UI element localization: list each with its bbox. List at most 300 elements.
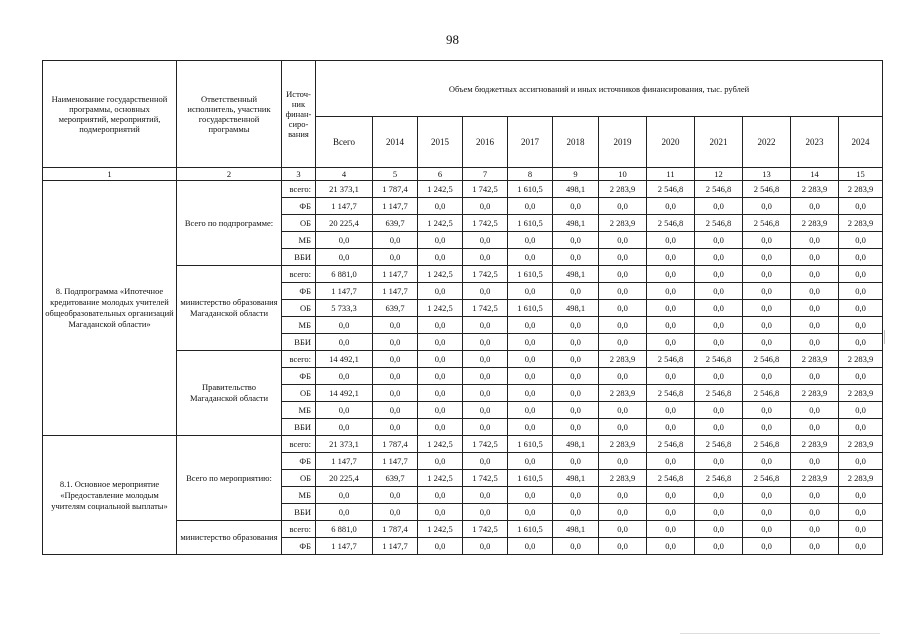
amount-year: 0,0 — [508, 385, 553, 402]
amount-year: 0,0 — [418, 283, 463, 300]
amount-year: 0,0 — [553, 487, 599, 504]
amount-year: 0,0 — [373, 368, 418, 385]
amount-year: 0,0 — [373, 419, 418, 436]
responsible-executor: Всего по мероприятию: — [177, 436, 282, 521]
amount-year: 2 546,8 — [647, 181, 695, 198]
amount-year: 1 242,5 — [418, 470, 463, 487]
header-year: 2015 — [418, 117, 463, 168]
amount-year: 0,0 — [647, 487, 695, 504]
amount-year: 0,0 — [463, 351, 508, 368]
amount-year: 1 242,5 — [418, 436, 463, 453]
amount-year: 0,0 — [839, 334, 883, 351]
amount-year: 2 546,8 — [647, 351, 695, 368]
amount-year: 0,0 — [463, 419, 508, 436]
scan-mark — [680, 633, 880, 634]
amount-year: 0,0 — [791, 538, 839, 555]
amount-year: 0,0 — [418, 504, 463, 521]
amount-year: 0,0 — [508, 504, 553, 521]
amount-total: 0,0 — [316, 402, 373, 419]
amount-year: 1 242,5 — [418, 266, 463, 283]
amount-year: 1 742,5 — [463, 300, 508, 317]
amount-year: 2 546,8 — [743, 385, 791, 402]
amount-year: 2 283,9 — [791, 436, 839, 453]
amount-year: 1 147,7 — [373, 266, 418, 283]
header-year: 2018 — [553, 117, 599, 168]
amount-total: 14 492,1 — [316, 351, 373, 368]
funding-source: ОБ — [282, 385, 316, 402]
amount-year: 0,0 — [463, 368, 508, 385]
responsible-executor: Всего по подпрограмме: — [177, 181, 282, 266]
amount-year: 2 546,8 — [695, 181, 743, 198]
column-number-row — [43, 168, 883, 181]
amount-year: 0,0 — [743, 317, 791, 334]
amount-year: 0,0 — [791, 487, 839, 504]
amount-year: 0,0 — [463, 385, 508, 402]
header-responsible: Ответственный исполнитель, участник государственной программы — [177, 61, 282, 168]
amount-year: 0,0 — [743, 504, 791, 521]
funding-source: МБ — [282, 317, 316, 334]
amount-year: 0,0 — [508, 198, 553, 215]
amount-year: 0,0 — [418, 249, 463, 266]
amount-year: 0,0 — [373, 334, 418, 351]
amount-total: 1 147,7 — [316, 198, 373, 215]
column-number: 7 — [463, 168, 508, 181]
amount-year: 0,0 — [508, 232, 553, 249]
program-name: 8. Подпрограмма «Ипотечное кредитование молодых учителей общеобразовательных организаций Магаданской области» — [43, 181, 177, 436]
amount-year: 0,0 — [508, 317, 553, 334]
amount-year: 1 242,5 — [418, 181, 463, 198]
amount-year: 1 242,5 — [418, 215, 463, 232]
amount-year: 0,0 — [743, 198, 791, 215]
amount-year: 1 610,5 — [508, 521, 553, 538]
funding-source: МБ — [282, 402, 316, 419]
amount-year: 0,0 — [553, 317, 599, 334]
table-row — [43, 181, 883, 198]
amount-year: 0,0 — [599, 317, 647, 334]
amount-year: 1 242,5 — [418, 300, 463, 317]
amount-total: 0,0 — [316, 249, 373, 266]
header-year: 2021 — [695, 117, 743, 168]
column-number: 11 — [647, 168, 695, 181]
amount-year: 0,0 — [553, 351, 599, 368]
amount-year: 0,0 — [463, 538, 508, 555]
amount-year: 0,0 — [599, 368, 647, 385]
amount-year: 0,0 — [839, 266, 883, 283]
amount-year: 2 283,9 — [599, 181, 647, 198]
column-number: 6 — [418, 168, 463, 181]
funding-source: ФБ — [282, 283, 316, 300]
amount-year: 0,0 — [463, 232, 508, 249]
funding-source: всего: — [282, 181, 316, 198]
amount-year: 2 283,9 — [839, 181, 883, 198]
amount-year: 0,0 — [647, 283, 695, 300]
amount-year: 0,0 — [743, 368, 791, 385]
amount-total: 20 225,4 — [316, 470, 373, 487]
amount-year: 0,0 — [743, 487, 791, 504]
column-number: 4 — [316, 168, 373, 181]
funding-source: ВБИ — [282, 419, 316, 436]
amount-total: 0,0 — [316, 419, 373, 436]
amount-year: 1 147,7 — [373, 198, 418, 215]
amount-year: 2 546,8 — [647, 436, 695, 453]
amount-year: 0,0 — [599, 266, 647, 283]
funding-source: ВБИ — [282, 249, 316, 266]
amount-year: 498,1 — [553, 300, 599, 317]
amount-year: 1 787,4 — [373, 181, 418, 198]
amount-year: 0,0 — [647, 419, 695, 436]
funding-source: МБ — [282, 232, 316, 249]
amount-year: 0,0 — [695, 504, 743, 521]
amount-year: 0,0 — [508, 402, 553, 419]
amount-year: 0,0 — [743, 538, 791, 555]
amount-year: 0,0 — [839, 283, 883, 300]
amount-year: 0,0 — [599, 198, 647, 215]
amount-year: 0,0 — [508, 538, 553, 555]
amount-year: 0,0 — [695, 419, 743, 436]
amount-year: 0,0 — [418, 368, 463, 385]
amount-year: 0,0 — [599, 402, 647, 419]
amount-year: 0,0 — [695, 283, 743, 300]
amount-year: 0,0 — [418, 232, 463, 249]
amount-year: 0,0 — [373, 351, 418, 368]
amount-year: 0,0 — [508, 487, 553, 504]
responsible-executor: министерство образования Магаданской области — [177, 266, 282, 351]
amount-year: 2 546,8 — [695, 436, 743, 453]
amount-year: 0,0 — [839, 317, 883, 334]
column-number: 2 — [177, 168, 282, 181]
header-year: 2020 — [647, 117, 695, 168]
amount-year: 0,0 — [463, 249, 508, 266]
amount-year: 0,0 — [839, 368, 883, 385]
amount-total: 0,0 — [316, 334, 373, 351]
header-year: 2023 — [791, 117, 839, 168]
funding-source: ФБ — [282, 538, 316, 555]
column-number: 12 — [695, 168, 743, 181]
amount-year: 2 546,8 — [743, 215, 791, 232]
amount-year: 498,1 — [553, 470, 599, 487]
amount-year: 1 610,5 — [508, 215, 553, 232]
amount-year: 639,7 — [373, 470, 418, 487]
amount-year: 0,0 — [791, 317, 839, 334]
amount-year: 1 610,5 — [508, 300, 553, 317]
amount-year: 2 283,9 — [599, 470, 647, 487]
amount-year: 0,0 — [791, 283, 839, 300]
amount-year: 2 546,8 — [695, 470, 743, 487]
amount-year: 0,0 — [463, 334, 508, 351]
amount-total: 14 492,1 — [316, 385, 373, 402]
amount-year: 2 546,8 — [743, 436, 791, 453]
funding-source: ВБИ — [282, 334, 316, 351]
amount-year: 0,0 — [599, 232, 647, 249]
amount-year: 1 610,5 — [508, 181, 553, 198]
header-year: 2019 — [599, 117, 647, 168]
amount-year: 2 283,9 — [791, 351, 839, 368]
amount-year: 0,0 — [647, 266, 695, 283]
amount-year: 0,0 — [508, 351, 553, 368]
amount-year: 2 546,8 — [743, 351, 791, 368]
amount-year: 0,0 — [553, 453, 599, 470]
amount-year: 0,0 — [418, 317, 463, 334]
amount-year: 639,7 — [373, 300, 418, 317]
amount-year: 2 283,9 — [791, 215, 839, 232]
amount-year: 0,0 — [373, 487, 418, 504]
amount-year: 0,0 — [508, 249, 553, 266]
column-number: 8 — [508, 168, 553, 181]
funding-source: ОБ — [282, 300, 316, 317]
page-number: 98 — [446, 32, 459, 47]
amount-year: 0,0 — [599, 538, 647, 555]
amount-year: 1 610,5 — [508, 470, 553, 487]
amount-year: 0,0 — [418, 334, 463, 351]
amount-year: 498,1 — [553, 266, 599, 283]
amount-year: 0,0 — [791, 453, 839, 470]
amount-year: 1 787,4 — [373, 436, 418, 453]
program-name: 8.1. Основное мероприятие «Предоставление молодым учителям социальной выплаты» — [43, 436, 177, 555]
amount-year: 498,1 — [553, 181, 599, 198]
amount-year: 0,0 — [695, 402, 743, 419]
amount-total: 1 147,7 — [316, 538, 373, 555]
amount-total: 0,0 — [316, 368, 373, 385]
amount-year: 0,0 — [791, 249, 839, 266]
amount-year: 0,0 — [839, 419, 883, 436]
amount-year: 2 283,9 — [839, 436, 883, 453]
amount-year: 0,0 — [463, 402, 508, 419]
amount-year: 0,0 — [418, 385, 463, 402]
amount-year: 1 787,4 — [373, 521, 418, 538]
amount-year: 0,0 — [791, 521, 839, 538]
amount-year: 0,0 — [553, 198, 599, 215]
amount-year: 0,0 — [647, 538, 695, 555]
amount-year: 0,0 — [839, 453, 883, 470]
amount-year: 1 742,5 — [463, 181, 508, 198]
amount-year: 0,0 — [647, 317, 695, 334]
funding-source: ОБ — [282, 470, 316, 487]
amount-year: 0,0 — [599, 249, 647, 266]
column-number: 15 — [839, 168, 883, 181]
funding-source: ФБ — [282, 368, 316, 385]
amount-year: 2 283,9 — [599, 215, 647, 232]
amount-year: 0,0 — [553, 368, 599, 385]
amount-year: 0,0 — [647, 249, 695, 266]
amount-year: 0,0 — [743, 232, 791, 249]
amount-year: 2 546,8 — [695, 351, 743, 368]
amount-year: 0,0 — [553, 249, 599, 266]
amount-year: 2 546,8 — [743, 181, 791, 198]
amount-year: 0,0 — [839, 402, 883, 419]
header-source: Источ-ник финан-сиро-вания — [282, 61, 316, 168]
header-year: 2017 — [508, 117, 553, 168]
amount-year: 2 283,9 — [839, 351, 883, 368]
amount-year: 2 283,9 — [839, 215, 883, 232]
amount-year: 0,0 — [695, 368, 743, 385]
amount-total: 6 881,0 — [316, 266, 373, 283]
amount-year: 2 546,8 — [695, 215, 743, 232]
amount-year: 0,0 — [791, 232, 839, 249]
amount-year: 0,0 — [463, 317, 508, 334]
amount-year: 2 546,8 — [647, 470, 695, 487]
amount-year: 0,0 — [647, 402, 695, 419]
amount-year: 0,0 — [463, 487, 508, 504]
amount-year: 0,0 — [791, 334, 839, 351]
amount-year: 0,0 — [743, 521, 791, 538]
table-row — [43, 436, 883, 453]
funding-source: ФБ — [282, 198, 316, 215]
amount-year: 0,0 — [839, 198, 883, 215]
amount-year: 0,0 — [553, 232, 599, 249]
funding-source: всего: — [282, 351, 316, 368]
header-total: Всего — [316, 117, 373, 168]
amount-year: 2 546,8 — [647, 385, 695, 402]
amount-year: 0,0 — [599, 453, 647, 470]
amount-year: 1 147,7 — [373, 538, 418, 555]
amount-year: 0,0 — [418, 487, 463, 504]
amount-year: 0,0 — [599, 300, 647, 317]
amount-year: 0,0 — [647, 300, 695, 317]
funding-source: ОБ — [282, 215, 316, 232]
amount-year: 2 546,8 — [695, 385, 743, 402]
amount-year: 0,0 — [373, 504, 418, 521]
amount-year: 0,0 — [553, 504, 599, 521]
amount-year: 498,1 — [553, 521, 599, 538]
funding-source: ФБ — [282, 453, 316, 470]
amount-year: 0,0 — [695, 266, 743, 283]
amount-year: 0,0 — [599, 419, 647, 436]
amount-year: 0,0 — [647, 453, 695, 470]
column-number: 14 — [791, 168, 839, 181]
header-year: 2016 — [463, 117, 508, 168]
amount-total: 0,0 — [316, 504, 373, 521]
amount-year: 0,0 — [743, 453, 791, 470]
amount-year: 0,0 — [695, 317, 743, 334]
amount-year: 0,0 — [695, 232, 743, 249]
amount-year: 0,0 — [839, 521, 883, 538]
amount-year: 0,0 — [695, 453, 743, 470]
amount-year: 0,0 — [647, 198, 695, 215]
amount-year: 0,0 — [839, 487, 883, 504]
amount-year: 0,0 — [743, 249, 791, 266]
column-number: 5 — [373, 168, 418, 181]
amount-year: 0,0 — [647, 504, 695, 521]
amount-year: 0,0 — [463, 504, 508, 521]
amount-year: 0,0 — [599, 334, 647, 351]
amount-year: 0,0 — [791, 368, 839, 385]
header-year: 2022 — [743, 117, 791, 168]
amount-year: 0,0 — [791, 504, 839, 521]
scan-mark — [884, 330, 885, 344]
amount-year: 0,0 — [373, 402, 418, 419]
amount-year: 2 546,8 — [743, 470, 791, 487]
amount-year: 1 742,5 — [463, 436, 508, 453]
amount-year: 2 283,9 — [791, 385, 839, 402]
header-year: 2014 — [373, 117, 418, 168]
budget-table — [42, 60, 883, 555]
amount-year: 1 742,5 — [463, 215, 508, 232]
amount-year: 0,0 — [553, 283, 599, 300]
amount-year: 0,0 — [743, 419, 791, 436]
amount-total: 21 373,1 — [316, 181, 373, 198]
funding-source: всего: — [282, 521, 316, 538]
amount-year: 0,0 — [695, 300, 743, 317]
amount-year: 2 283,9 — [599, 385, 647, 402]
amount-year: 0,0 — [839, 300, 883, 317]
amount-year: 0,0 — [647, 521, 695, 538]
amount-year: 0,0 — [553, 402, 599, 419]
amount-year: 0,0 — [743, 300, 791, 317]
amount-year: 0,0 — [695, 487, 743, 504]
amount-year: 0,0 — [647, 334, 695, 351]
amount-year: 639,7 — [373, 215, 418, 232]
amount-year: 1 147,7 — [373, 453, 418, 470]
amount-year: 0,0 — [508, 419, 553, 436]
amount-year: 0,0 — [418, 198, 463, 215]
amount-total: 21 373,1 — [316, 436, 373, 453]
amount-year: 1 610,5 — [508, 436, 553, 453]
amount-year: 0,0 — [743, 283, 791, 300]
amount-year: 0,0 — [418, 538, 463, 555]
header-year: 2024 — [839, 117, 883, 168]
funding-source: всего: — [282, 266, 316, 283]
funding-source: МБ — [282, 487, 316, 504]
amount-total: 0,0 — [316, 232, 373, 249]
amount-year: 0,0 — [463, 198, 508, 215]
column-number: 10 — [599, 168, 647, 181]
header-volume: Объем бюджетных ассигнований и иных источников финансирования, тыс. рублей — [316, 61, 883, 117]
amount-year: 498,1 — [553, 436, 599, 453]
amount-year: 0,0 — [839, 249, 883, 266]
amount-year: 1 242,5 — [418, 521, 463, 538]
amount-year: 0,0 — [373, 317, 418, 334]
funding-source: всего: — [282, 436, 316, 453]
amount-year: 0,0 — [839, 232, 883, 249]
amount-year: 2 283,9 — [839, 385, 883, 402]
amount-year: 0,0 — [695, 249, 743, 266]
responsible-executor: министерство образования — [177, 521, 282, 555]
amount-year: 0,0 — [743, 266, 791, 283]
amount-year: 0,0 — [418, 351, 463, 368]
amount-year: 0,0 — [647, 232, 695, 249]
column-number: 13 — [743, 168, 791, 181]
amount-year: 0,0 — [418, 419, 463, 436]
amount-year: 0,0 — [373, 232, 418, 249]
amount-year: 0,0 — [553, 538, 599, 555]
amount-year: 2 283,9 — [839, 470, 883, 487]
amount-year: 0,0 — [695, 334, 743, 351]
amount-year: 0,0 — [508, 334, 553, 351]
amount-year: 0,0 — [743, 402, 791, 419]
amount-year: 0,0 — [791, 198, 839, 215]
amount-year: 0,0 — [553, 385, 599, 402]
amount-year: 1 610,5 — [508, 266, 553, 283]
amount-year: 0,0 — [418, 402, 463, 419]
amount-year: 1 742,5 — [463, 470, 508, 487]
amount-total: 1 147,7 — [316, 283, 373, 300]
amount-year: 0,0 — [743, 334, 791, 351]
amount-year: 0,0 — [373, 249, 418, 266]
amount-total: 6 881,0 — [316, 521, 373, 538]
amount-year: 0,0 — [553, 419, 599, 436]
column-number: 9 — [553, 168, 599, 181]
amount-year: 0,0 — [599, 283, 647, 300]
amount-total: 5 733,3 — [316, 300, 373, 317]
amount-year: 2 546,8 — [647, 215, 695, 232]
amount-year: 2 283,9 — [599, 351, 647, 368]
column-number: 3 — [282, 168, 316, 181]
amount-year: 0,0 — [695, 521, 743, 538]
amount-year: 0,0 — [373, 385, 418, 402]
amount-year: 0,0 — [553, 334, 599, 351]
responsible-executor: Правительство Магаданской области — [177, 351, 282, 436]
amount-year: 1 742,5 — [463, 266, 508, 283]
